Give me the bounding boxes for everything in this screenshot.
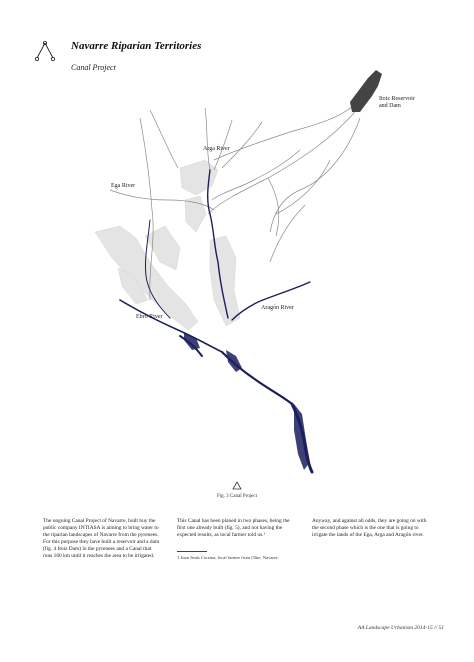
page-footer: AA Landscape Urbanism 2014-15 // 51 xyxy=(357,625,444,631)
label-aragon-river: Aragón River xyxy=(261,305,294,311)
itoiz-reservoir xyxy=(350,70,382,112)
figure-caption: Fig. 3 Canal Project xyxy=(217,494,257,499)
label-ebro-river: Ebro River xyxy=(136,314,163,320)
body-column-2: This Canal has been planed in two phases, being the first one already built (fig. 5), and not having the expected results, as local farmer told us.¹ xyxy=(177,518,290,538)
footnote-divider xyxy=(177,551,207,552)
footnote: 1 Juan Jesús Corzina, local farmer from Olite, Navarre. xyxy=(177,555,279,560)
body-column-1: The ongoing Canal Project of Navarre, built buy the public company INTIASA is aiming to bring water to the riparian landscapes of Navarre from the pyrenees. For this purpose they have built a reservoir and a dam (fig. 4 Itoiz Dam) in the pyrenees and a Canal that runs 160 km until it reaches the area to be irrigated. xyxy=(43,518,160,559)
triangle-icon xyxy=(232,481,242,490)
label-itoiz-reservoir: Itoiz Reservoir and Dam xyxy=(379,96,415,109)
label-ega-river: Ega River xyxy=(111,183,136,189)
label-arga-river: Arga River xyxy=(203,146,230,152)
main-rivers xyxy=(120,170,312,472)
page-subtitle: Canal Project xyxy=(71,63,116,72)
body-column-3: Anyway, and against all odds, they are going on with the second phase which is the one that is going to irrigate the lands of the Ega, Arga and Aragón river. xyxy=(312,518,427,538)
river-floodplain xyxy=(184,332,310,470)
page-title: Navarre Riparian Territories xyxy=(71,40,202,52)
